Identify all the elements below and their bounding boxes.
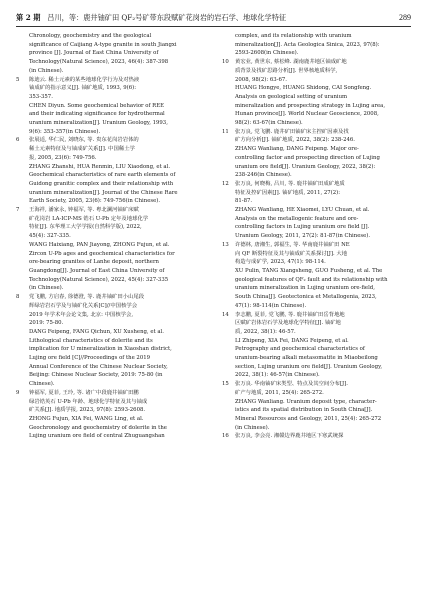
reference-line: ZHANG Zhanshi, HUA Renmin, LIU Xiaodong, et al. [29, 163, 171, 170]
reference-number: 13 [222, 241, 229, 248]
reference-line: 45(4): 327-335. [29, 233, 71, 240]
reference-entry [222, 32, 414, 58]
reference-line: ZHANG Wanliang, HE Xiaomei, LYU Chuan, et al. [235, 207, 370, 214]
reference-line: ZHONG Fujun, XIA Fei, WANG Ling, et al. [29, 415, 144, 422]
reference-line: 张万良. 华南铀矿床类型、特点及其空间分布[J]. [235, 381, 348, 388]
reference-number: 9 [16, 389, 20, 396]
reference-line: province [J]. Journal of East China University of [29, 50, 159, 57]
reference-column-left [16, 32, 208, 441]
reference-line: 张万良, 党飞鹏. 鹿井矿田铀矿床主控矿因素及找 [235, 128, 349, 135]
reference-line: 353-357. [29, 93, 53, 100]
reference-line: ore-bearing granites of Lanhe deposit, northern [29, 259, 159, 266]
reference-number: 6 [16, 137, 20, 144]
header-title [16, 12, 286, 24]
reference-line: complex, and its relationship with uranium [235, 33, 352, 39]
reference-line: section, Lujing uranium ore field[J]. Uranium Geology, [235, 363, 383, 370]
reference-line: 98(2): 63-67(in Chinese). [235, 120, 303, 127]
reference-line: Uranium Geology, 2011, 27(2): 81-87(in Chinese). [235, 233, 371, 240]
page-number: 289 [399, 13, 411, 22]
reference-entry [222, 311, 414, 381]
reference-line: 构造与成矿学, 2023, 47(1): 98-114. [235, 259, 326, 266]
reference-line: 特征[J]. 东华理工大学学报(自然科学版), 2022, [29, 224, 142, 231]
reference-line: 9(6): 353-357(in Chinese). [29, 128, 101, 135]
reference-line: 钟福军, 夏菲, 王玲, 等. 诸广中段鹿井铀矿田鹏 [29, 389, 139, 396]
reference-line: 张万良, 李会亮. 湘赣边界鹿井地区下寒武统探 [235, 433, 344, 440]
reference-line: Analysis on geological setting of uranium [235, 93, 348, 100]
reference-line: 矿方向分析[J]. 铀矿地质, 2022, 38(2): 238-246. [235, 137, 355, 144]
issue-label: 第 2 期 [16, 13, 41, 22]
reference-line: 质背景及找矿思路分析[J]. 世界核地质科学, [235, 67, 338, 74]
reference-line: Annual Conference of the Chinese Nuclear Society, [29, 363, 168, 370]
reference-number: 11 [222, 128, 229, 135]
reference-entry [16, 389, 208, 441]
reference-line: significance of Caijiang A-type granite in south Jiangxi [29, 41, 177, 48]
reference-line: Technology(Natural Science), 2023, 46(4): 387-398 [29, 59, 169, 66]
reference-line: (in Chinese). [29, 67, 64, 74]
reference-entry [222, 241, 414, 311]
reference-line: Mineral Resources and Geology, 2011, 25(4): 265-272 [235, 415, 382, 422]
reference-line: and their indicating significance for hydrothermal [29, 111, 165, 118]
reference-number: 12 [222, 180, 229, 187]
reference-line: Beijing: Chinese Nuclear Society, 2019: 75-80 (in [29, 372, 163, 379]
reference-line: DANG Feipeng, FANG Qichun, XU Xusheng, et al. [29, 328, 164, 335]
reference-entry [16, 76, 208, 137]
reference-line: Guangdong[J]. Journal of East China University of [29, 267, 165, 274]
reference-entry [16, 293, 208, 389]
reference-line: 2593-2608(in Chinese). [235, 50, 299, 57]
reference-line: ZHANG Wanliang, DANG Feipeng. Major ore- [235, 146, 359, 153]
running-header [16, 12, 411, 27]
reference-entry [16, 206, 208, 293]
reference-line: CHEN Diyun. Some geochemical behavior of REE [29, 102, 165, 109]
reference-number: 15 [222, 381, 229, 388]
reference-entry [16, 136, 208, 206]
reference-line: controlling factor and prospecting direction of Lujing [235, 154, 380, 161]
reference-line: 陈迪云. 稀土元素的某些地球化学行为及对热液 [29, 76, 140, 83]
reference-number: 14 [222, 311, 229, 318]
reference-line: 向 QF 断裂特征及其与铀成矿关系探讨[J]. 大地 [235, 250, 348, 257]
reference-line: Lujing uranium ore field of central Zhuguangshan [29, 433, 165, 440]
reference-line: 许德林, 唐湘生, 郭福生, 等. 华南鹿井铀矿田 NE [235, 241, 350, 248]
reference-line: Hunan province[J]. World Nuclear Geoscience, 2008, [235, 111, 379, 118]
reference-line: Lithological characteristics of dolerite and its [29, 337, 153, 344]
reference-number: 7 [16, 207, 20, 214]
reference-line: Petrography and geochemical characteristics of [235, 346, 365, 353]
reference-entry [222, 380, 414, 432]
reference-line: South China[J]. Geotectonica et Metallogenia, 2023, [235, 294, 377, 301]
reference-line: 张万良, 何晓梅, 吕川, 等. 鹿井铀矿田成矿地质 [235, 180, 345, 187]
reference-number: 16 [222, 433, 229, 440]
reference-line: 2019 年学术年会论文集, 北京: 中国核学会, [29, 311, 134, 318]
reference-line: HUANG Hongye, HUANG Shidong, CAI Songfeng. [235, 85, 372, 92]
reference-line: Chronology, geochemistry and the geological [29, 33, 152, 39]
reference-line: istics and its spatial distribution in South China[J]. [235, 407, 373, 414]
reference-line: Geochronology and geochemistry of dolerite in the [29, 424, 167, 431]
reference-line: 报, 2005, 23(6): 749-756. [29, 154, 97, 161]
reference-line: LI Zhipeng, XIA Fei, DANG Feipeng, et al. [235, 337, 349, 344]
reference-column-right [222, 32, 414, 441]
reference-line: mineralization[J]. Acta Geologica Sinica, 2023, 97(8): [235, 41, 380, 48]
reference-line: 稀土元素特征及与铀成矿关系[J]. 中国稀土学 [29, 146, 135, 153]
reference-line: uranium ore field[J]. Uranium Geology, 2022, 38(2): [235, 163, 376, 170]
reference-line: Guidong granitic complex and their relationship with [29, 180, 174, 187]
reference-line: (in Chinese). [235, 424, 270, 431]
reference-line: Earth Society, 2005, 23(6): 749-756(in Chinese). [29, 198, 161, 205]
reference-line: implication for U mineralization in Xiaoshan district, [29, 346, 172, 353]
reference-line: WANG Haixiang, PAN Jiayong, ZHONG Fujun, et al. [29, 241, 170, 248]
article-title: 吕川，等：鹿井铀矿田 QF₂号矿带东段赋矿花岗岩的岩石学、地球化学特征 [47, 13, 287, 22]
reference-line: 辉绿岩岩石学及与铀矿化关系[C]//中国核学会 [29, 302, 138, 309]
reference-entry [222, 432, 414, 441]
reference-line: 2008, 98(2): 63-67. [235, 76, 287, 83]
reference-line: uranium mineralization[J]. Journal of the Chinese Rare [29, 189, 178, 196]
reference-entry [222, 128, 414, 180]
reference-line: uranium mineralization in Lujing uranium ore-field, [235, 285, 375, 292]
reference-line: (in Chinese). [29, 285, 64, 292]
reference-line: 矿产与地质, 2011, 25(4): 265-272. [235, 389, 324, 396]
reference-line: 47(1): 98-114(in Chinese). [235, 302, 307, 309]
reference-line: XU Pulin, TANG Xiangsheng, GUO Fusheng, et al. The [235, 267, 383, 274]
reference-line: 黄宏业, 黄世东, 蔡松峰. 湖南鹿井地区铀成矿地 [235, 59, 347, 66]
reference-line: 特征及控矿因素[J]. 铀矿地质, 2011, 27(2): [235, 189, 341, 196]
reference-line: 绿岩锆英石 U-Pb 年龄、地球化学特征及其与铀成 [29, 398, 148, 405]
reference-entry [222, 180, 414, 241]
reference-entry [222, 58, 414, 128]
reference-line: 铀成矿的指示意义[J]. 铀矿地质, 1993, 9(6): [29, 85, 136, 92]
reference-line: ZHANG Wanliang. Uranium deposit type, character- [235, 398, 377, 405]
reference-line: 矿花岗岩 LA-ICP-MS 锆石 U-Pb 定年及地球化学 [29, 215, 149, 222]
reference-line: 区赋矿岩体岩石学及地球化学特征[J]. 铀矿地 [235, 320, 341, 327]
reference-line: 2022, 38(1): 46-57(in Chinese). [235, 372, 320, 379]
reference-line: 王海祥, 潘家永, 钟福军, 等. 粤北澜河铀矿床赋 [29, 207, 139, 214]
reference-line: Geochemical characteristics of rare earth elements of [29, 172, 176, 179]
reference-number: 10 [222, 59, 229, 66]
reference-number: 5 [16, 76, 20, 83]
reference-line: controlling factors in Lujing uranium ore field [J]. [235, 224, 370, 231]
reference-line: Lujing ore field [C]//Proceedings of the 2019 [29, 355, 151, 362]
reference-line: 81-87. [235, 198, 253, 205]
reference-line: mineralization and prospecting strategy in Lujing area, [235, 102, 386, 109]
reference-line: Chinese). [29, 381, 55, 388]
reference-line: 张展适, 华仁民, 刘晓东, 等. 贵东花岗岩岩体的 [29, 137, 139, 144]
reference-line: Technology(Natural Science), 2022, 45(4): 327-335 [29, 276, 169, 283]
reference-line: 党飞鹏, 方启春, 徐德澄, 等. 鹿井铀矿田小山尾段 [29, 294, 145, 301]
reference-entry [16, 32, 208, 76]
reference-line: 质, 2022, 38(1): 46-57. [235, 328, 296, 335]
reference-line: Analysis on the metallogenic feature and ore- [235, 215, 359, 222]
reference-line: uranium-bearing alkali metasomatite in Miaobeilong [235, 355, 378, 362]
reference-line: geological features of QF₂ fault and its relationship with [235, 276, 388, 283]
reference-line: Zircon U-Pb ages and geochemical characteristics for [29, 250, 175, 257]
reference-line: 238-246(in Chinese). [235, 172, 292, 179]
reference-line: 2019: 75-80. [29, 320, 64, 327]
reference-line: uranium mineralization[J]. Uranium Geology, 1993, [29, 120, 168, 127]
reference-line: 李志鹏, 夏菲, 党飞鹏, 等. 鹿井铀矿田岳背地地 [235, 311, 345, 318]
reference-line: 矿关系[J]. 地质学报, 2023, 97(8): 2593-2608. [29, 407, 146, 414]
reference-number: 8 [16, 294, 20, 301]
